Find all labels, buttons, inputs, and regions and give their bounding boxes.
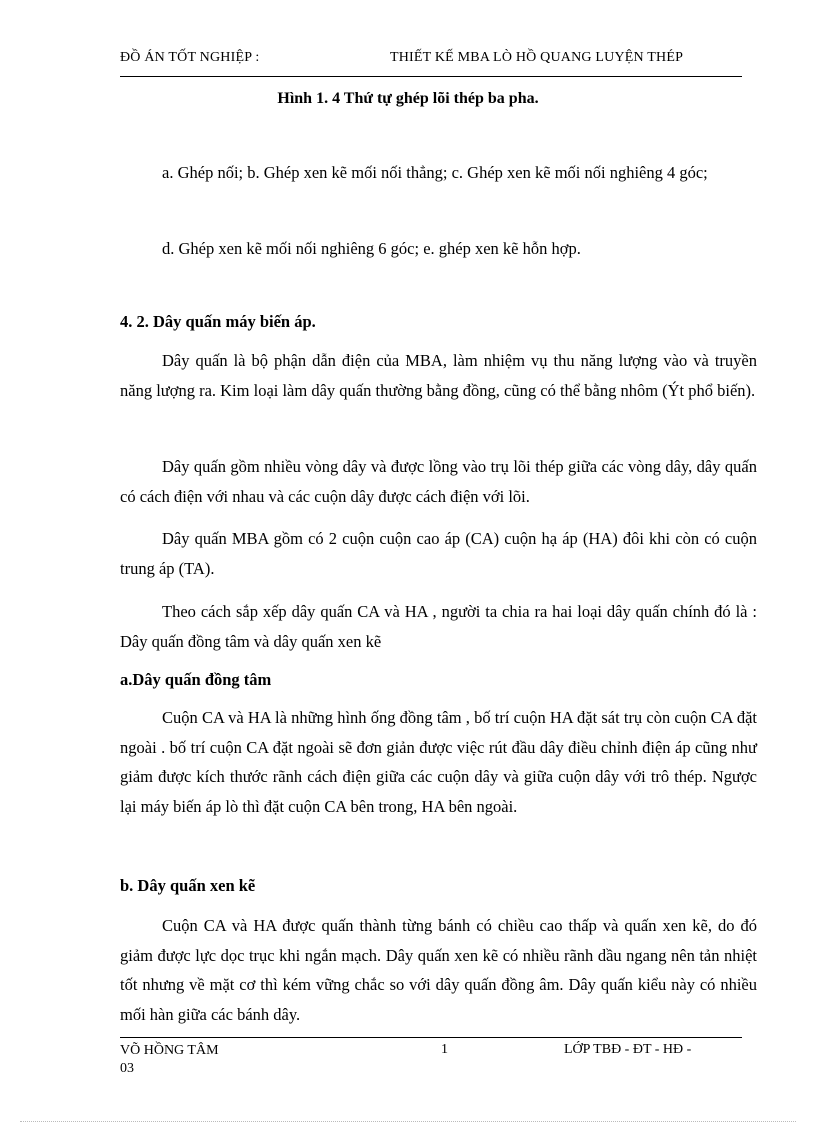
- figure-caption: Hình 1. 4 Thứ tự ghép lõi thép ba pha.: [277, 90, 539, 107]
- section-paragraph-1: Dây quấn là bộ phận dẫn điện của MBA, làm nhiệm vụ thu năng lượng vào và truyền năng lượng ra. Kim loại làm dây quấn thường bằng đồng, cũng có thể bằng nhôm (Ýt phổ biến).: [120, 351, 757, 400]
- footer-author-suffix: 03: [120, 1061, 134, 1076]
- section-paragraph-2: Dây quấn gồm nhiều vòng dây và được lồng vào trụ lõi thép giữa các vòng dây, dây quấn có cách điện với nhau và các cuộn dây được cách điện với lõi.: [120, 457, 757, 506]
- subsection-a-heading: a.Dây quấn đồng tâm: [120, 670, 272, 689]
- footer-rule: [120, 1037, 742, 1038]
- page-bottom-edge: [20, 1121, 796, 1122]
- figure-legend-line-1: a. Ghép nối; b. Ghép xen kẽ mối nối thẳng; c. Ghép xen kẽ mối nối nghiêng 4 góc;: [162, 163, 708, 182]
- header-rule: [120, 76, 742, 77]
- page-header-left: ĐỒ ÁN TỐT NGHIỆP :: [120, 50, 260, 65]
- figure-legend-line-2: d. Ghép xen kẽ mối nối nghiêng 6 góc; e. ghép xen kẽ hỗn hợp.: [162, 239, 581, 258]
- section-paragraph-4: Theo cách sắp xếp dây quấn CA và HA , người ta chia ra hai loại dây quấn chính đó là : Dây quấn đồng tâm và dây quấn xen kẽ: [120, 602, 757, 651]
- page-header-right: THIẾT KẾ MBA LÒ HỒ QUANG LUYỆN THÉP: [390, 50, 684, 65]
- subsection-b-heading: b. Dây quấn xen kẽ: [120, 876, 256, 895]
- subsection-b-paragraph: Cuộn CA và HA được quấn thành từng bánh có chiều cao thấp và quấn xen kẽ, do đó giảm được lực dọc trục khi ngắn mạch. Dây quấn xen kẽ có nhiều rãnh dầu ngang nên tản nhiệt tốt nhưng về mặt cơ thì kém vững chắc so với dây quấn đồng âm. Dây quấn kiểu này có nhiều mối hàn giữa các bánh dây.: [120, 916, 757, 1024]
- section-heading: 4. 2. Dây quấn máy biến áp.: [120, 312, 316, 331]
- footer-author: [120, 1042, 219, 1078]
- section-paragraph-3: Dây quấn MBA gồm có 2 cuộn cuộn cao áp (CA) cuộn hạ áp (HA) đôi khi còn có cuộn trung áp (TA).: [120, 529, 757, 578]
- footer-author-name: VÕ HỒNG TÂM: [120, 1043, 219, 1058]
- page-number: 1: [441, 1042, 448, 1057]
- footer-class: LỚP TBĐ - ĐT - HĐ -: [564, 1042, 692, 1057]
- subsection-a-paragraph: Cuộn CA và HA là những hình ống đồng tâm , bố trí cuộn HA đặt sát trụ còn cuộn CA đặt ngoài . bố trí cuộn CA đặt ngoài sẽ đơn giản được việc rút đầu dây điều chỉnh điện áp cũng như giảm được kích thước rãnh cách điện giữa các cuộn dây và giữa cuộn dây với trô thép. Ngược lại máy biến áp lò thì đặt cuộn CA bên trong, HA bên ngoài.: [120, 708, 757, 816]
